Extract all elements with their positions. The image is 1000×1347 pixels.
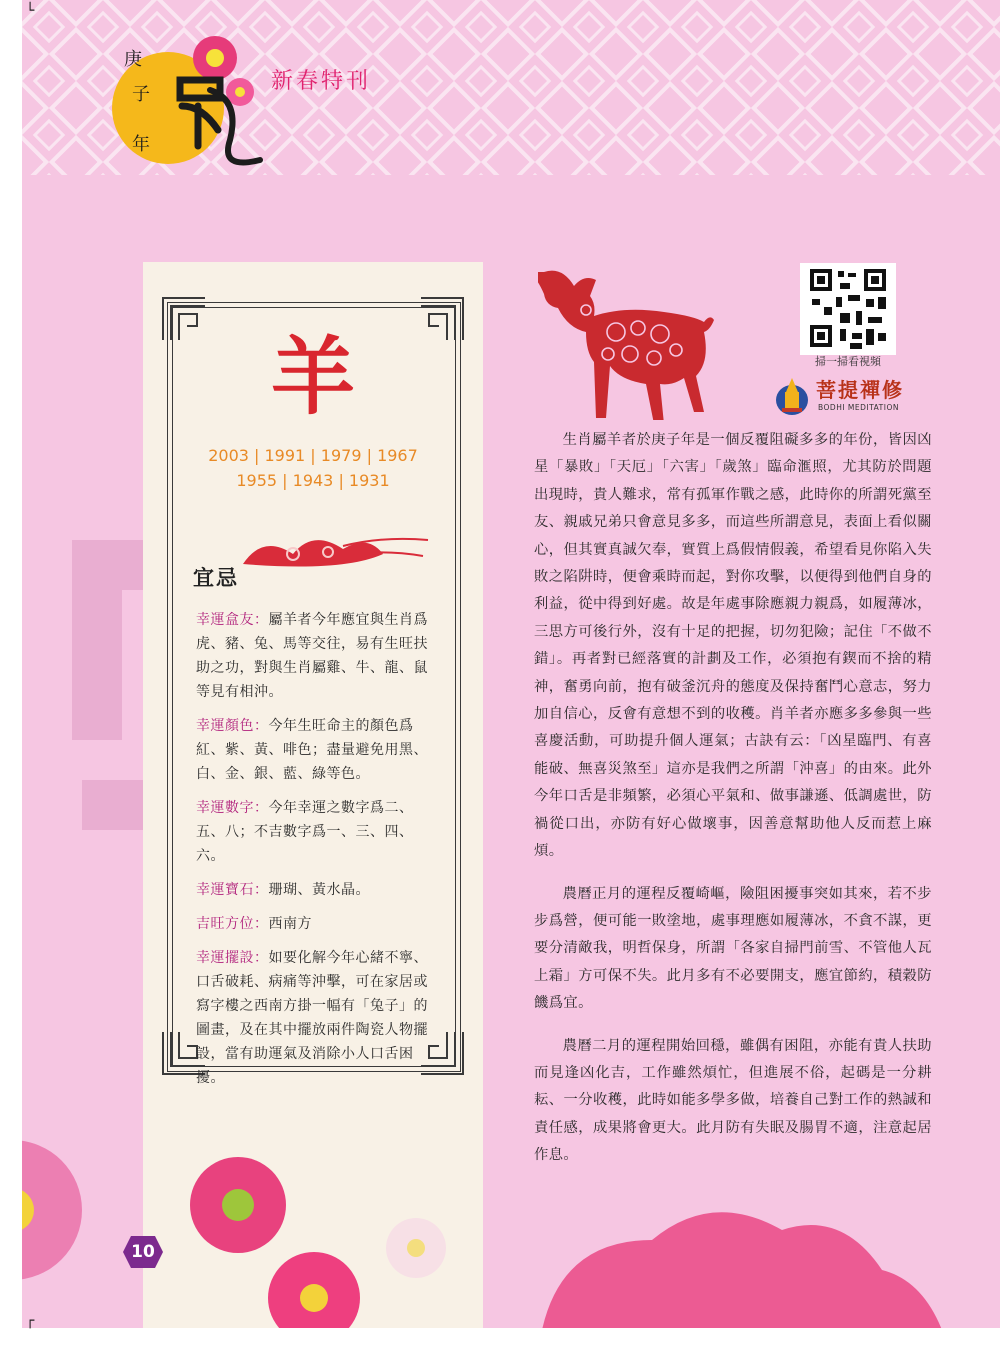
flower-icon <box>190 1157 286 1253</box>
page-number: 10 <box>131 1242 155 1262</box>
brand-name: 菩提禪修 <box>816 378 904 402</box>
flower-icon <box>22 1140 82 1280</box>
rat-year-logo <box>110 20 350 170</box>
bodhi-meditation-brand <box>770 372 910 418</box>
qr-code[interactable] <box>800 263 896 355</box>
list-item <box>196 912 434 936</box>
item-text: 西南方 <box>268 916 312 932</box>
page <box>22 0 1000 1328</box>
page-margin <box>0 0 22 1347</box>
section-title-yi-ji: 宜忌 <box>193 565 239 590</box>
logo-char-2: 子 <box>132 84 150 105</box>
item-label: 幸運顏色： <box>196 718 269 734</box>
crop-mark: ┌ <box>26 1313 35 1329</box>
birth-years-line-2: 1955 | 1943 | 1931 <box>236 471 390 490</box>
list-item <box>196 608 434 704</box>
item-text: 今年幸運之數字爲二、五、八；不吉數字爲一、三、四、六。 <box>196 800 414 864</box>
cloud-ornament-icon <box>233 524 433 584</box>
fortune-items-list <box>196 608 434 1100</box>
item-text: 今年生旺命主的顏色爲紅、紫、黃、啡色；盡量避免用黑、白、金、銀、藍、綠等色。 <box>196 718 428 782</box>
article-body <box>534 427 932 1185</box>
article-paragraph: 生肖屬羊者於庚子年是一個反覆阻礙多多的年份，皆因凶星「暴敗」「天厄」「六害」「歲煞」臨命滙照，尤其防於問題出現時，貴人難求，常有孤軍作戰之感，此時你的所謂死黨至友、親戚兄弟只會意見多多，而這些所謂意見，表面上看似關心，但其實真誠欠奉，實質上爲假情假義，希望看見你陷入失敗之陷阱時，便會乘時而起，對你攻擊，以便得到他們自身的利益，從中得到好處。故是年處事除應親力親爲，如履薄冰，三思方可後行外，沒有十足的把握，切勿犯險；記住「不做不錯」。再者對已經落實的計劃及工作，必須抱有鍥而不捨的精神，奮勇向前，抱有破釜沉舟的態度及保持奮鬥心意志，努力加自信心，反會有意想不到的收穫。肖羊者亦應多多參與一些喜慶活動，可助提升個人運氣；古訣有云：「凶星臨門、有喜能破、無喜災煞至」這亦是我們之所謂「沖喜」的由來。此外今年口舌是非頻繁，必須心平氣和、做事謙遜、低調處世，防禍從口出，亦防有好心做壞事，因善意幫助他人反而惹上麻煩。 <box>534 432 932 860</box>
goat-papercut-icon <box>538 262 714 420</box>
item-text: 屬羊者今年應宜與生肖爲虎、豬、兔、馬等交往，易有生旺扶助之功，對與生肖屬雞、牛、龍、鼠等見有相沖。 <box>196 612 428 700</box>
brand-subtitle: BODHI MEDITATION <box>818 403 899 412</box>
article-paragraph: 農曆正月的運程反覆崎嶇，險阻困擾事突如其來，若不步步爲營，便可能一敗塗地，處事理應如履薄冰，不貪不謀，更要分清敵我，明哲保身，所謂「各家自掃門前雪、不管他人瓦上霜」方可保不失。此月多有不必要開支，應宜節約，積穀防饑爲宜。 <box>534 885 932 1012</box>
page-header-title: 新春特刊 <box>271 69 372 94</box>
logo-char-1: 庚 <box>124 49 142 70</box>
item-label: 幸運擺設： <box>196 950 269 966</box>
list-item <box>196 796 434 868</box>
item-label: 幸運寶石： <box>196 882 269 898</box>
decorative-flowers <box>22 1130 1000 1328</box>
item-label: 幸運數字： <box>196 800 269 816</box>
flower-icon <box>268 1252 360 1328</box>
list-item <box>196 946 434 1090</box>
item-text: 珊瑚、黃水晶。 <box>268 882 370 898</box>
qr-caption: 掃一掃看視頻 <box>815 355 881 368</box>
zodiac-sign-character: 羊 <box>270 327 355 426</box>
list-item <box>196 878 434 902</box>
list-item <box>196 714 434 786</box>
article-paragraph: 農曆二月的運程開始回穩，雖偶有困阻，亦能有貴人扶助而見逢凶化吉，工作雖然煩忙，但進展不俗，起碼是一分耕耘、一分收穫，此時如能多學多做，培養自己對工作的熱誠和責任感，成果將會更大。此月防有失眠及腸胃不適，注意起居作息。 <box>534 1037 932 1164</box>
crop-mark: └ <box>26 3 35 19</box>
logo-char-3: 年 <box>132 134 150 155</box>
item-text: 如要化解今年心緒不寧、口舌破耗、病痛等沖擊，可在家居或寫字樓之西南方掛一幅有「兔子」的圖畫，及在其中擺放兩件陶瓷人物擺設，當有助運氣及消除小人口舌困擾。 <box>196 950 428 1086</box>
item-label: 吉旺方位： <box>196 916 269 932</box>
stupa-logo-icon <box>772 372 812 418</box>
item-label: 幸運盒友： <box>196 612 269 628</box>
birth-years-line-1: 2003 | 1991 | 1979 | 1967 <box>208 446 418 465</box>
flower-icon <box>386 1218 446 1278</box>
